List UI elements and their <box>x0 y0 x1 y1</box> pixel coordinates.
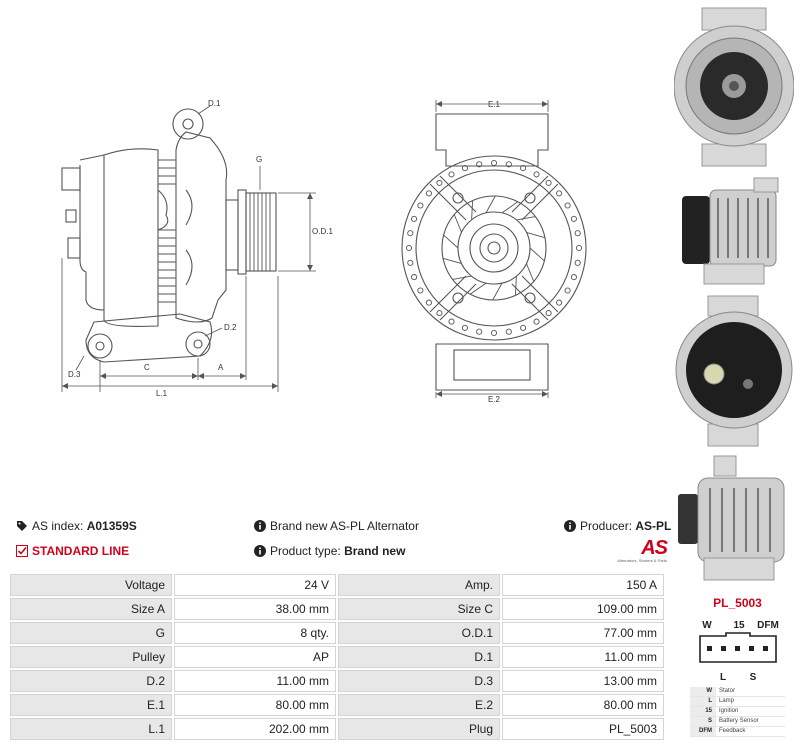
fan-blade <box>530 248 544 261</box>
spec-value: 38.00 mm <box>174 598 336 620</box>
spec-row <box>10 694 664 716</box>
spec-row <box>10 718 664 740</box>
as-logo <box>607 538 667 563</box>
legend-description: Ignition <box>719 708 739 714</box>
pin-label-w: W <box>702 620 712 631</box>
spec-row <box>10 574 664 596</box>
label-e2: E.2 <box>488 395 501 404</box>
ring-slot <box>449 172 454 177</box>
ring-slot <box>571 216 576 221</box>
spec-label: E.2 <box>338 694 500 716</box>
label-d2: D.2 <box>224 323 237 332</box>
standard-line-text: STANDARD LINE <box>32 544 130 558</box>
label-od1: O.D.1 <box>312 227 333 236</box>
logo-text: AS <box>641 537 667 559</box>
spec-value: 77.00 mm <box>502 622 664 644</box>
ring-slot <box>491 330 496 335</box>
ring-slot <box>546 311 551 316</box>
ring-slot <box>557 300 562 305</box>
tag-icon <box>16 520 28 532</box>
label-d1: D.1 <box>208 99 221 108</box>
ring-slot <box>426 191 431 196</box>
ring-slot <box>406 245 411 250</box>
fan-blade <box>472 201 473 220</box>
as-index-line <box>16 518 137 534</box>
as-index-label: AS index: <box>32 519 84 533</box>
fan-blade <box>493 283 502 300</box>
spec-value: PL_5003 <box>502 718 664 740</box>
technical-drawing <box>0 0 670 420</box>
label-l1: L.1 <box>156 389 168 398</box>
spec-label: D.2 <box>10 670 172 692</box>
fan-blade <box>444 235 458 248</box>
ring-slot <box>477 329 482 334</box>
ring-slot <box>575 231 580 236</box>
ring-slot <box>408 231 413 236</box>
description-text: Brand new AS-PL Alternator <box>270 519 419 533</box>
fan-blade <box>443 258 462 263</box>
legend-row <box>690 707 785 717</box>
legend-description: Feedback <box>719 728 746 734</box>
producer-label: Producer: <box>580 519 633 533</box>
label-d3: D.3 <box>68 370 81 379</box>
fan-blade <box>453 276 472 279</box>
ring-slot <box>521 325 526 330</box>
fan-blade <box>515 276 516 295</box>
legend-row <box>690 727 785 737</box>
ring-slot <box>418 288 423 293</box>
label-a: A <box>218 363 224 372</box>
fan-blade <box>470 283 486 294</box>
ring-slot <box>546 180 551 185</box>
spec-value: 202.00 mm <box>174 718 336 740</box>
ring-slot <box>571 275 576 280</box>
legend-description: Lamp <box>719 698 735 704</box>
spec-label: Size C <box>338 598 500 620</box>
product-photo-front <box>674 6 794 168</box>
spec-label: D.3 <box>338 670 500 692</box>
ring-slot <box>491 160 496 165</box>
spec-label: L.1 <box>10 718 172 740</box>
spec-value: 80.00 mm <box>502 694 664 716</box>
ring-slot <box>506 329 511 334</box>
ring-slot <box>565 288 570 293</box>
legend-pin: S <box>690 717 716 726</box>
producer-value: AS-PL <box>635 519 672 533</box>
legend-description: Battery Sensor <box>719 718 759 724</box>
spec-value: 109.00 mm <box>502 598 664 620</box>
spec-label: Plug <box>338 718 500 740</box>
ring-slot <box>437 180 442 185</box>
ring-slot <box>565 203 570 208</box>
pin-label-l: L <box>719 672 727 683</box>
check-icon <box>16 545 28 557</box>
fan-blade <box>526 232 545 237</box>
spec-value: 24 V <box>174 574 336 596</box>
spec-label: E.1 <box>10 694 172 716</box>
pin-label-15: 15 <box>733 620 745 631</box>
spec-label: Pulley <box>10 646 172 668</box>
legend-pin: W <box>690 687 716 696</box>
ring-slot <box>534 172 539 177</box>
pin-label-s: S <box>749 672 757 683</box>
ring-slot <box>418 203 423 208</box>
plug-title: PL_5003 <box>713 596 762 610</box>
spec-label: Size A <box>10 598 172 620</box>
fan-blade <box>486 196 495 213</box>
ring-slot <box>437 311 442 316</box>
legend-row <box>690 717 785 727</box>
label-g: G <box>256 155 263 164</box>
ring-slot <box>557 191 562 196</box>
spec-label: D.1 <box>338 646 500 668</box>
product-photo-side <box>674 176 794 288</box>
legend-description: Stator <box>719 688 736 694</box>
ring-slot <box>412 216 417 221</box>
legend-pin: L <box>690 697 716 706</box>
ring-slot <box>575 260 580 265</box>
spec-value: 13.00 mm <box>502 670 664 692</box>
ring-slot <box>534 319 539 324</box>
fan-blade <box>516 217 535 220</box>
ring-slot <box>449 319 454 324</box>
pin-label-dfm: DFM <box>757 620 779 631</box>
spec-row <box>10 670 664 692</box>
spec-row <box>10 622 664 644</box>
label-c: C <box>144 363 150 372</box>
spec-label: O.D.1 <box>338 622 500 644</box>
as-index-value: A01359S <box>86 519 137 533</box>
spec-value: 8 qty. <box>174 622 336 644</box>
description-line <box>254 518 419 534</box>
spec-row <box>10 646 664 668</box>
plug-legend <box>690 687 785 737</box>
ring-slot <box>412 275 417 280</box>
spec-value: 11.00 mm <box>174 670 336 692</box>
legend-pin: 15 <box>690 707 716 716</box>
legend-row <box>690 687 785 697</box>
spec-value: 150 A <box>502 574 664 596</box>
spec-value: 11.00 mm <box>502 646 664 668</box>
spec-value: 80.00 mm <box>174 694 336 716</box>
standard-line-badge <box>16 543 129 559</box>
fan-blade <box>502 202 518 213</box>
logo-tagline: Alternators, Starters & Parts <box>617 558 667 563</box>
info-icon <box>254 520 266 532</box>
spec-row <box>10 598 664 620</box>
product-type-label: Product type: <box>270 544 341 558</box>
product-type-line <box>254 543 405 559</box>
product-photo-pulley-side <box>674 454 794 584</box>
label-e1: E.1 <box>488 100 501 109</box>
producer-line <box>564 518 671 534</box>
product-photo-rear <box>674 294 794 450</box>
ring-slot <box>576 245 581 250</box>
plug-connector-diagram <box>690 614 785 686</box>
ring-slot <box>408 260 413 265</box>
info-icon <box>254 545 266 557</box>
spec-table <box>8 572 666 742</box>
spec-label: Voltage <box>10 574 172 596</box>
ring-slot <box>426 300 431 305</box>
spec-label: G <box>10 622 172 644</box>
spec-value: AP <box>174 646 336 668</box>
fan-blade <box>526 264 533 282</box>
legend-pin: DFM <box>690 727 716 736</box>
info-icon <box>564 520 576 532</box>
ring-slot <box>462 325 467 330</box>
fan-blade <box>454 215 461 233</box>
spec-label: Amp. <box>338 574 500 596</box>
product-type-value: Brand new <box>344 544 406 558</box>
legend-row <box>690 697 785 707</box>
